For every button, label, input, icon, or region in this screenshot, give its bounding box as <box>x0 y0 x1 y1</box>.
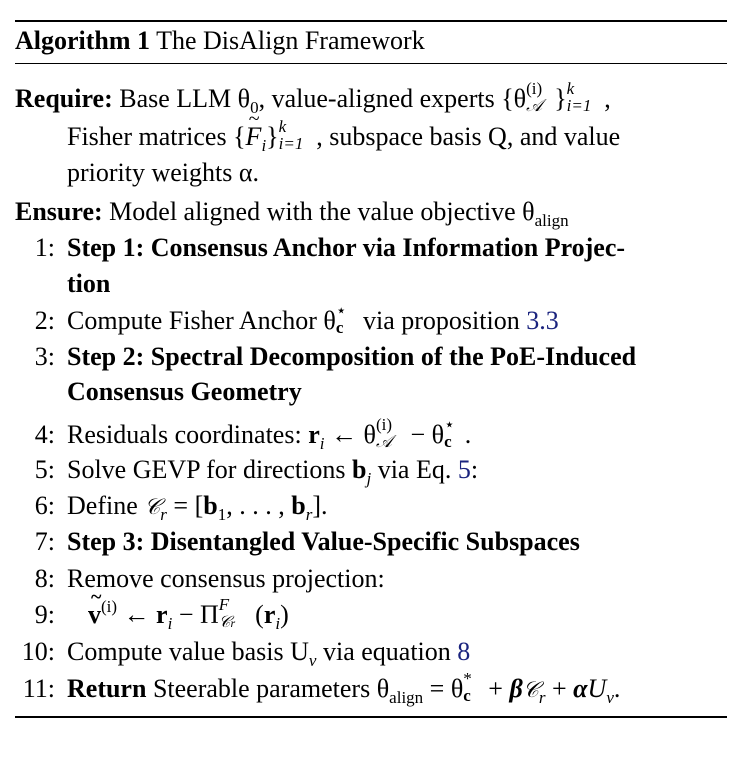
ensure-line: Ensure: Model aligned with the value objective $\theta_{align}$ <box>15 197 569 230</box>
ensure-text: Model aligned with the value objective θ <box>109 197 535 226</box>
algorithm-label: Algorithm 1 <box>15 26 151 55</box>
line-number-8: 8: <box>34 564 55 593</box>
line-number-6: 6: <box>34 491 55 520</box>
step-compute-value-basis: Compute value basis $U_v$ via equation 8 <box>67 637 471 670</box>
step-remove-projection: Remove consensus projection: <box>67 564 385 593</box>
step-solve-gevp: Solve GEVP for directions $b_j$ via Eq. 5: <box>67 455 479 488</box>
step-1-heading-cont: tion <box>67 269 111 298</box>
line-number-1: 1: <box>34 233 55 262</box>
require-keyword: Require: <box>15 84 113 113</box>
title-rule <box>15 63 727 64</box>
top-rule <box>15 20 727 22</box>
line-number-7: 7: <box>34 527 55 556</box>
line-number-9: 9: <box>34 600 55 629</box>
bottom-rule <box>15 716 727 718</box>
line-number-10: 10: <box>21 637 55 666</box>
line-number-3: 3: <box>34 342 55 371</box>
ref-proposition-3-3[interactable]: 3.3 <box>526 306 559 335</box>
step-1-heading: Step 1: Consensus Anchor via Information Projec- <box>67 233 626 262</box>
step-2-heading: Step 2: Spectral Decomposition of the PoE-Induced <box>67 342 637 371</box>
ensure-keyword: Ensure: <box>15 197 103 226</box>
step-define-cr: Define 𝒞$_r$ = [$b_1$, . . . , $b_r$]. <box>67 491 328 524</box>
line-number-11: 11: <box>22 674 55 703</box>
algorithm-title <box>15 26 735 56</box>
algorithm-name: The DisAlign Framework <box>156 26 425 55</box>
step-2-heading-cont: Consensus Geometry <box>67 377 302 406</box>
line-number-4: 4: <box>34 420 55 449</box>
ref-equation-8[interactable]: 8 <box>457 637 471 666</box>
require-base-llm: Base LLM $\theta_0$, value-aligned experts {$\theta^{(i)}$ 𝒜 }$^k$ i=1 , <box>119 79 611 117</box>
line-number-2: 2: <box>34 306 55 335</box>
line-number-5: 5: <box>34 455 55 484</box>
ref-eq-5[interactable]: 5 <box>457 455 471 484</box>
return-keyword: Return <box>67 674 147 703</box>
require-line-1 <box>15 79 735 117</box>
require-line-3: priority weights α. <box>67 158 259 187</box>
require-line-2: Fisher matrices {~ $F_i\}^k$ i=1 , subspace basis Q, and value <box>67 122 620 152</box>
step-residuals: Residuals coordinates: $r_i$ ← $\theta^{(i)}$ 𝒜 − θ⋆ c . <box>67 415 472 453</box>
step-3-heading: Step 3: Disentangled Value-Specific Subspaces <box>67 527 580 556</box>
step-v-update: ~ $v^{(i)}$ ← $r_i - \Pi^F$ 𝒞r $(r_i)$ <box>88 600 289 630</box>
step-return: Return Steerable parameters $\theta_{align} = \theta^*$ c + β𝒞$_r$ + $\alpha U_v$. <box>67 669 621 707</box>
step-2-compute-anchor: Compute Fisher Anchor θ⋆ c via proposition 3.3 <box>67 301 559 337</box>
